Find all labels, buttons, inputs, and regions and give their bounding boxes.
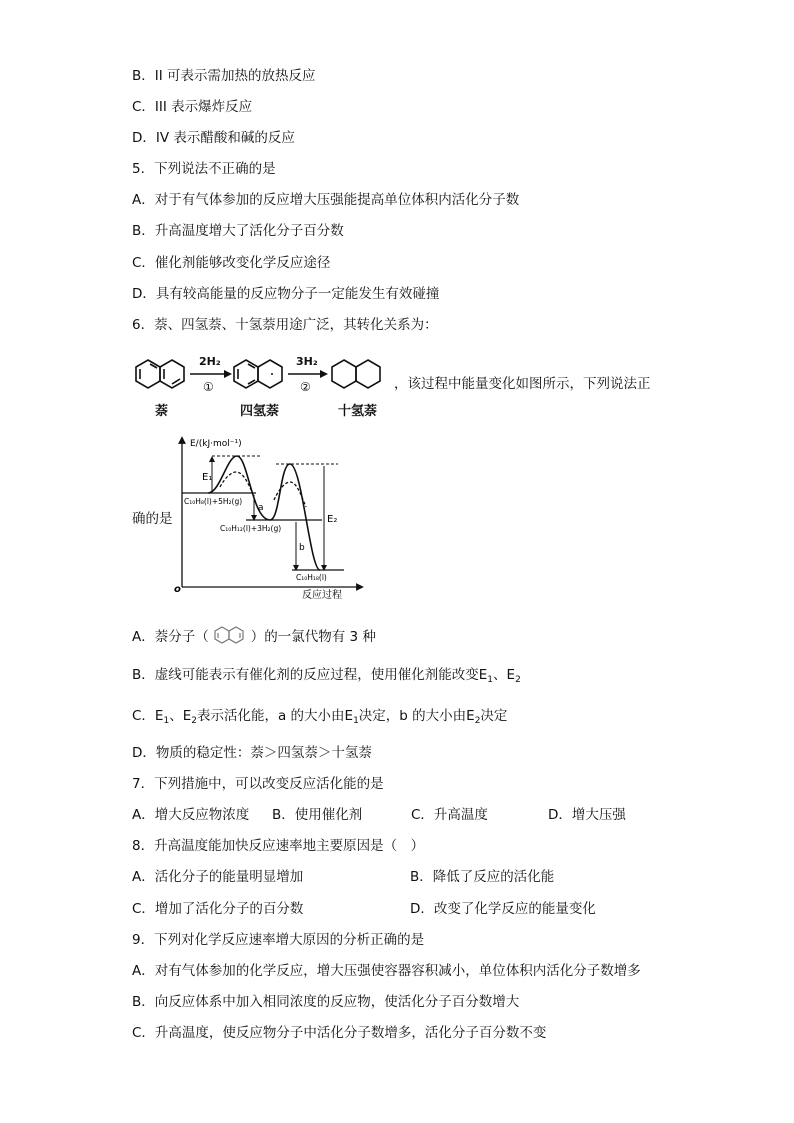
y-axis-label: E/(kJ·mol⁻¹) [190, 439, 242, 449]
step2-number: ② [300, 380, 311, 394]
tetralin-structure [234, 360, 282, 388]
q4-option-c: C．III 表示爆炸反应 [132, 99, 253, 115]
q5-option-d: D．具有较高能量的反应物分子一定能发生有效碰撞 [132, 286, 440, 302]
q9-stem: 9．下列对化学反应速率增大原因的分析正确的是 [132, 932, 425, 948]
q6-stem: 6．萘、四氢萘、十氢萘用途广泛，其转化关系为： [132, 317, 438, 333]
q6-option-d: D．物质的稳定性：萘＞四氢萘＞十氢萘 [132, 745, 372, 761]
q4-option-d: D．IV 表示醋酸和碱的反应 [132, 130, 295, 146]
q8-stem: 8．升高温度能加快反应速率地主要原因是（ ） [132, 838, 425, 854]
tetralin-name: 四氢萘 [240, 404, 280, 419]
step2-reagent: 3H₂ [296, 355, 318, 368]
b-label: b [299, 543, 305, 553]
q4-option-b: B．II 可表示需加热的放热反应 [132, 68, 316, 84]
step1-number: ① [203, 380, 214, 394]
naphthalene-icon [209, 625, 251, 647]
q6-option-a: A．萘分子（ ）的一氯代物有 3 种 [132, 625, 376, 647]
q5-option-b: B．升高温度增大了活化分子百分数 [132, 223, 344, 239]
species-2-label: C₁₀H₁₂(l)+3H₂(g) [220, 524, 282, 533]
naphthalene-structure [136, 360, 184, 388]
q7-option-a: A．增大反应物浓度 [132, 807, 250, 823]
q5-option-a: A．对于有气体参加的反应增大压强能提高单位体积内活化分子数 [132, 192, 520, 208]
q7-stem: 7．下列措施中，可以改变反应活化能的是 [132, 776, 384, 792]
q7-option-c: C．升高温度 [411, 807, 488, 823]
step1-reagent: 2H₂ [199, 355, 221, 368]
q9-option-c: C．升高温度，使反应物分子中活化分子数增多，活化分子百分数不变 [132, 1025, 547, 1041]
energy-diagram [172, 432, 372, 604]
origin-label: o [174, 584, 181, 595]
q9-option-b: B．向反应体系中加入相同浓度的反应物，使活化分子百分数增大 [132, 994, 520, 1010]
q6-stem-tail: ，该过程中能量变化如图所示，下列说法正 [394, 376, 651, 392]
q6-option-c: C．$E_1$、$E_2$表示活化能，a 的大小由$E_1$决定，b 的大小由$E_2$决定 [132, 708, 508, 726]
conversion-scheme [128, 350, 398, 400]
q8-option-b: B．降低了反应的活化能 [410, 869, 555, 885]
q6-stem-end: 确的是 [132, 511, 173, 527]
naphthalene-name: 萘 [155, 404, 169, 419]
e2-label: E₂ [327, 514, 338, 525]
q7-option-b: B．使用催化剂 [272, 807, 363, 823]
e1-label: E₁ [202, 472, 213, 483]
decalin-structure [332, 360, 380, 388]
q8-option-d: D．改变了化学反应的能量变化 [410, 901, 596, 917]
q5-option-c: C．催化剂能够改变化学反应途径 [132, 255, 331, 271]
a-label: a [258, 503, 264, 513]
q7-option-d: D．增大压强 [548, 807, 626, 823]
q8-option-a: A．活化分子的能量明显增加 [132, 869, 304, 885]
q6-option-b: B．虚线可能表示有催化剂的反应过程，使用催化剂能改变$E_1$、$E_2$ [132, 667, 521, 685]
decalin-name: 十氢萘 [338, 404, 378, 419]
x-axis-label: 反应过程 [302, 590, 342, 601]
q5-stem: 5．下列说法不正确的是 [132, 161, 276, 177]
species-1-label: C₁₀H₈(l)+5H₂(g) [184, 497, 243, 506]
q8-option-c: C．增加了活化分子的百分数 [132, 901, 304, 917]
q9-option-a: A．对有气体参加的化学反应，增大压强使容器容积减小，单位体积内活化分子数增多 [132, 963, 641, 979]
species-3-label: C₁₀H₁₈(l) [296, 573, 327, 582]
